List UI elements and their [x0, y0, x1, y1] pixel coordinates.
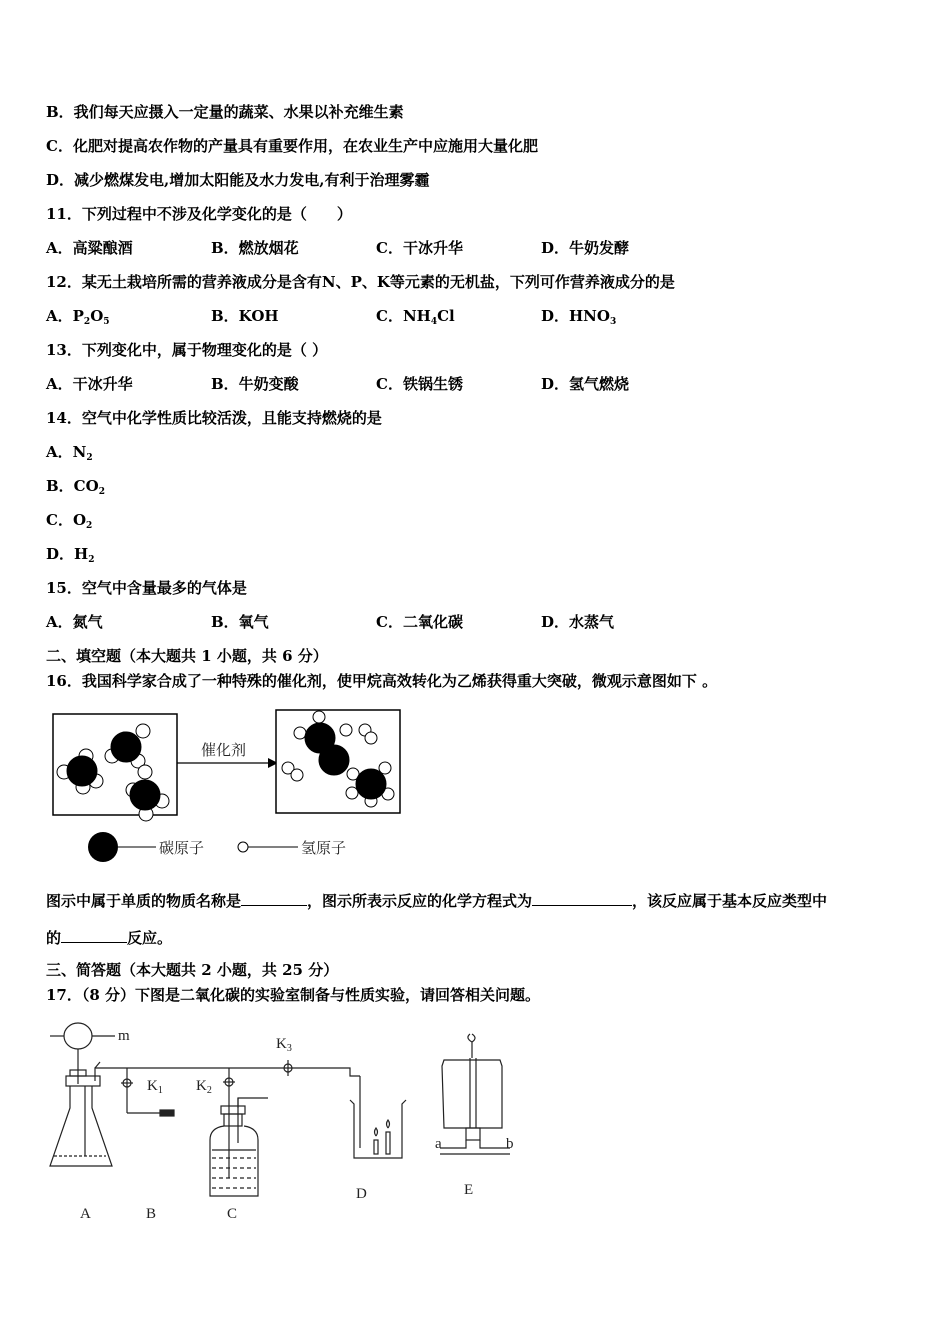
- legend-hydrogen-label: 氢原子: [301, 839, 347, 857]
- q13-option-d: D．氢气燃烧: [541, 375, 630, 393]
- q14-stem: 14．空气中化学性质比较活泼，且能支持燃烧的是: [46, 409, 382, 427]
- q12-option-b: B．KOH: [211, 307, 279, 325]
- section3-title: 三、简答题（本大题共 2 小题，共 25 分）: [46, 961, 339, 979]
- q16-stem: 16．我国科学家合成了一种特殊的催化剂，使甲烷高效转化为乙烯获得重大突破，微观示意图如下 。: [46, 672, 718, 690]
- q11-option-a: A．高粱酿酒: [46, 239, 133, 257]
- blank-reaction-type[interactable]: [61, 926, 127, 943]
- apparatus-e-bag: [440, 1034, 510, 1154]
- label-apparatus-c: C: [227, 1206, 238, 1222]
- label-k2: $K_2$: [196, 1078, 212, 1096]
- label-k1: $K_1$: [147, 1078, 163, 1096]
- q11-option-d: D．牛奶发酵: [541, 239, 630, 257]
- q13-stem: 13．下列变化中，属于物理变化的是（ ）: [46, 341, 328, 359]
- q13-option-a: A．干冰升华: [46, 375, 133, 393]
- q10-option-d: D．减少燃煤发电,增加太阳能及水力发电,有利于治理雾霾: [46, 171, 430, 189]
- q15-option-d: D．水蒸气: [541, 613, 615, 631]
- blank-element-name[interactable]: [241, 889, 307, 906]
- q13-option-b: B．牛奶变酸: [211, 375, 299, 393]
- section2-title: 二、填空题（本大题共 1 小题，共 6 分）: [46, 647, 328, 665]
- q16-reaction-diagram: [46, 704, 466, 868]
- q12-option-d: D．$HNO_3$: [541, 307, 617, 327]
- label-apparatus-d: D: [356, 1186, 367, 1202]
- legend-carbon-label: 碳原子: [159, 839, 205, 857]
- apparatus-a-flask: [50, 1023, 115, 1166]
- q15-option-c: C．二氧化碳: [376, 613, 463, 631]
- label-apparatus-b: B: [146, 1206, 157, 1222]
- q17-stem: 17．（8 分）下图是二氧化碳的实验室制备与性质实验，请回答相关问题。: [46, 986, 541, 1004]
- q11-option-b: B．燃放烟花: [211, 239, 299, 257]
- label-port-b: b: [506, 1136, 514, 1152]
- q14-option-a: A．$N_2$: [46, 443, 93, 463]
- label-apparatus-a: A: [80, 1206, 91, 1222]
- q16-fill-line-1: 图示中属于单质的物质名称是 ，图示所表示反应的化学方程式为 ，该反应属于基本反应类型中: [46, 889, 827, 911]
- q13-option-c: C．铁锅生锈: [376, 375, 463, 393]
- q14-option-c: C．$O_2$: [46, 511, 93, 531]
- q15-option-b: B．氧气: [211, 613, 269, 631]
- q15-option-a: A．氮气: [46, 613, 103, 631]
- label-k3: $K_3$: [276, 1036, 292, 1054]
- q12-option-a: A．$P_2O_5$: [46, 307, 110, 327]
- q12-stem: 12．某无土栽培所需的营养液成分是含有N、P、K等元素的无机盐，下列可作营养液成分的是: [46, 273, 675, 291]
- q11-option-c: C．干冰升华: [376, 239, 463, 257]
- q11-stem: 11．下列过程中不涉及化学变化的是（ ）: [46, 205, 352, 223]
- label-m: m: [118, 1028, 130, 1044]
- apparatus-d-beaker: [350, 1076, 406, 1158]
- carbon-atom-legend-icon: [88, 832, 118, 862]
- q15-stem: 15．空气中含量最多的气体是: [46, 579, 247, 597]
- blank-equation[interactable]: [532, 889, 632, 906]
- catalyst-label: 催化剂: [201, 741, 247, 759]
- q17-apparatus-diagram: [40, 1018, 540, 1228]
- q10-option-b: B．我们每天应摄入一定量的蔬菜、水果以补充维生素: [46, 103, 404, 121]
- hydrogen-atom-legend-icon: [238, 842, 248, 852]
- label-port-a: a: [435, 1136, 442, 1152]
- q14-option-d: D．$H_2$: [46, 545, 95, 565]
- q12-option-c: C．$NH_4Cl$: [376, 307, 455, 327]
- label-apparatus-e: E: [464, 1182, 474, 1198]
- apparatus-c-bottle: [210, 1068, 268, 1196]
- q16-fill-line-2: 的 反应。: [46, 926, 172, 948]
- q10-option-c: C．化肥对提高农作物的产量具有重要作用，在农业生产中应施用大量化肥: [46, 137, 538, 155]
- q14-option-b: B．$CO_2$: [46, 477, 105, 497]
